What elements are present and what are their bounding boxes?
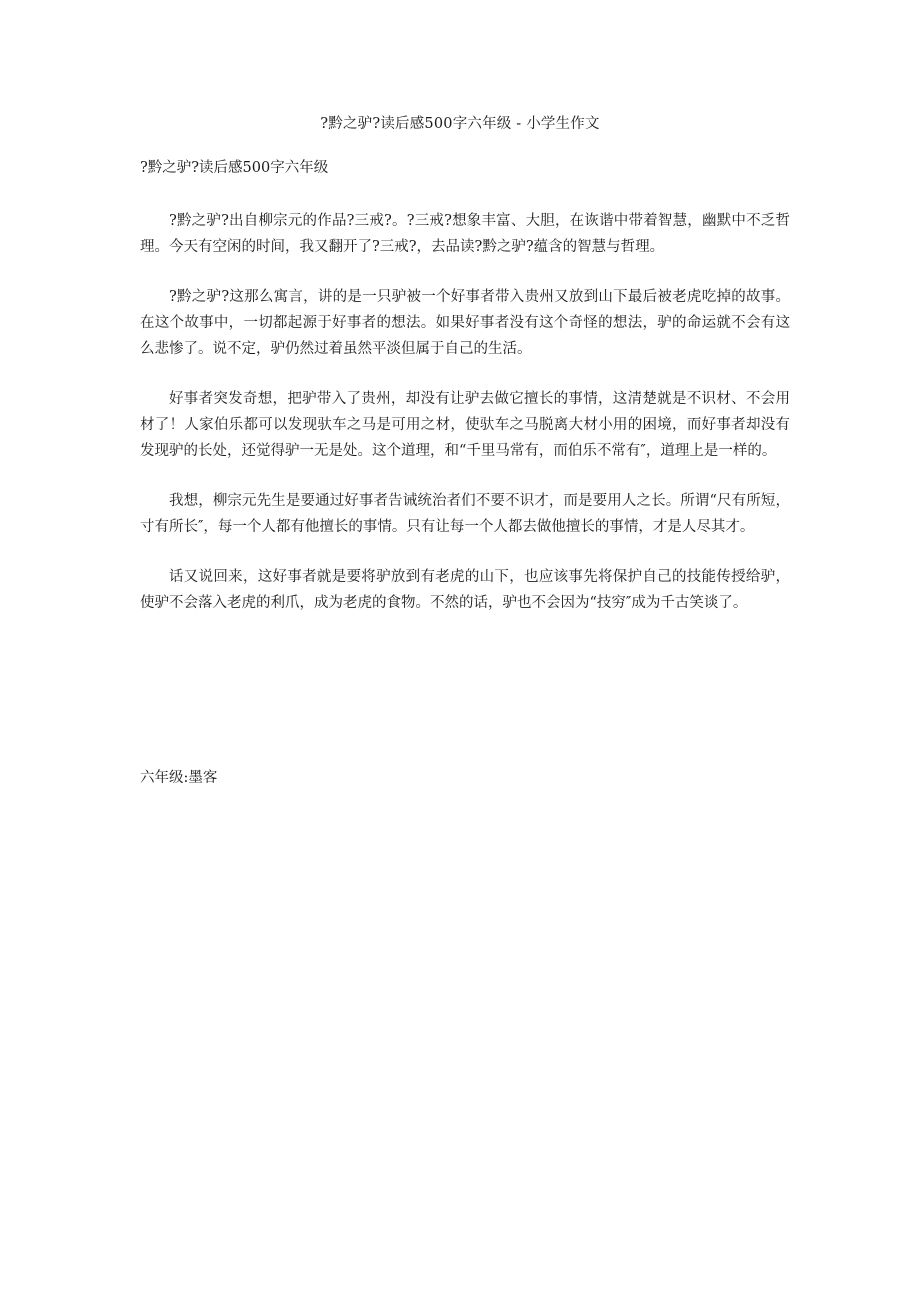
article-subtitle: ?黔之驴?读后感500字六年级 bbox=[140, 160, 329, 176]
paragraph: 我想，柳宗元先生是要通过好事者告诫统治者们不要不识才，而是要用人之长。所谓“尺有所短，寸有所长″，每一个人都有他擅长的事情。只有让每一个人都去做他擅长的事情，才是人尽其才。 bbox=[140, 493, 790, 535]
footer-category: 六年级:墨客 bbox=[140, 770, 218, 786]
paragraph: 好事者突发奇想，把驴带入了贵州，却没有让驴去做它擅长的事情，这清楚就是不识材、不会用材了！人家伯乐都可以发现驮车之马是可用之材，使驮车之马脱离大材小用的困境，而好事者却没有发现驴的长处，还觉得驴一无是处。这个道理，和“千里马常有，而伯乐不常有″，道理上是一样的。 bbox=[140, 391, 790, 459]
page-title: ?黔之驴?读后感500字六年级 - 小学生作文 bbox=[320, 116, 600, 132]
paragraph: ?黔之驴?出自柳宗元的作品?三戒?。?三戒?想象丰富、大胆，在诙谐中带着智慧，幽默中不乏哲理。今天有空闲的时间，我又翻开了?三戒?，去品读?黔之驴?蕴含的智慧与哲理。 bbox=[140, 213, 790, 255]
paragraph: ?黔之驴?这那么寓言，讲的是一只驴被一个好事者带入贵州又放到山下最后被老虎吃掉的故事。在这个故事中，一切都起源于好事者的想法。如果好事者没有这个奇怪的想法，驴的命运就不会有这么悲惨了。说不定，驴仍然过着虽然平淡但属于自己的生活。 bbox=[140, 289, 790, 357]
paragraph: 话又说回来，这好事者就是要将驴放到有老虎的山下，也应该事先将保护自己的技能传授给驴，使驴不会落入老虎的利爪，成为老虎的食物。不然的话，驴也不会因为“技穷″成为千古笑谈了。 bbox=[140, 569, 790, 611]
article-body bbox=[140, 182, 790, 616]
